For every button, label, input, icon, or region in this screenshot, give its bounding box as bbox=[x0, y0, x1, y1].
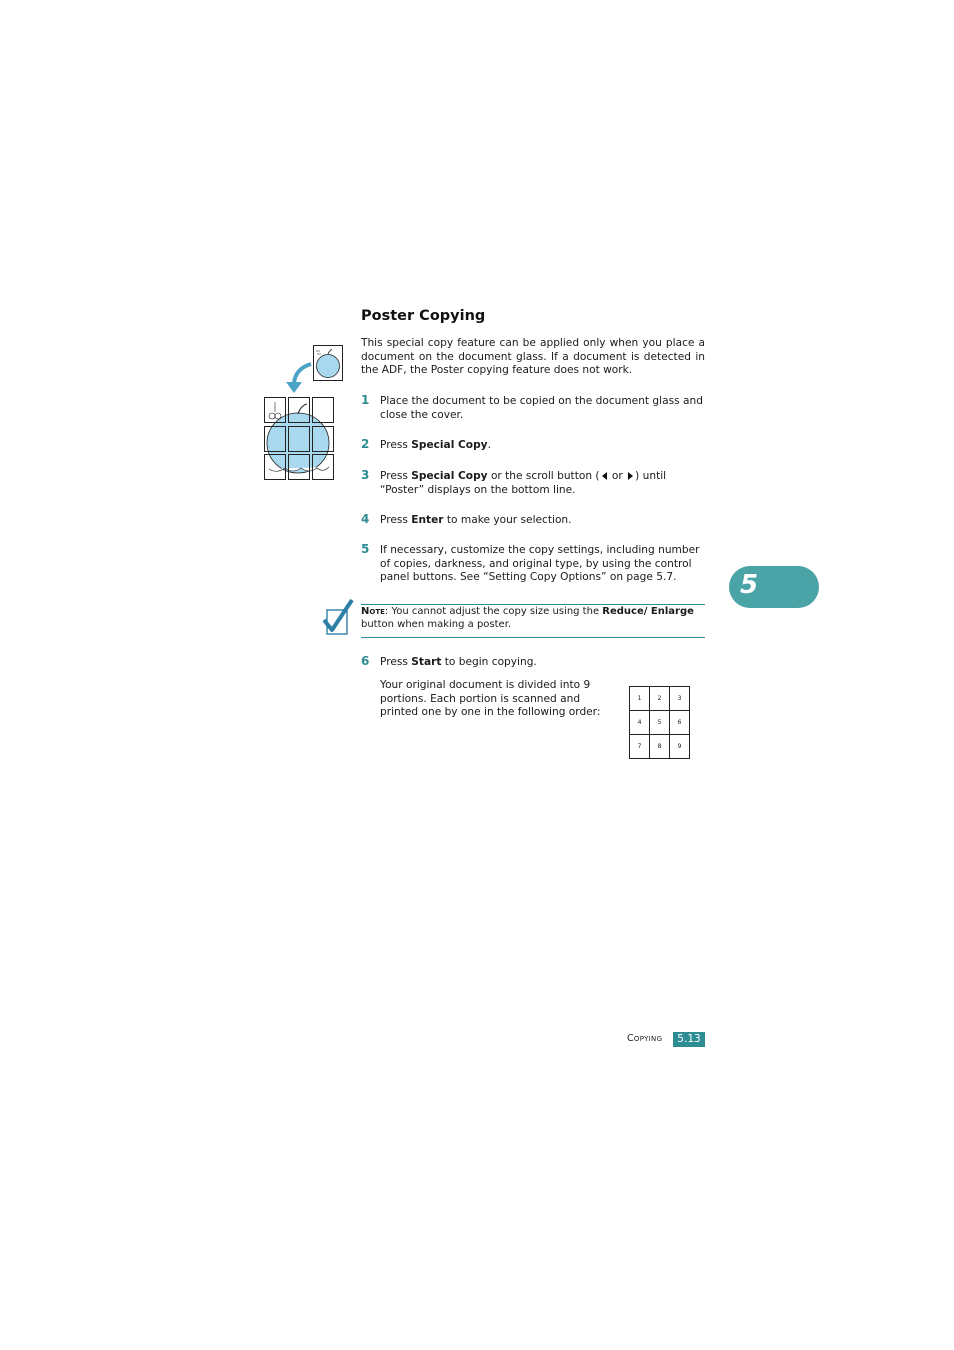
grid-cell: 5 bbox=[650, 711, 670, 735]
step-text: If necessary, customize the copy settings, including number of copies, darkness, and original type, by using the control panel buttons. See “Setting Copy Options” on page 5.7. bbox=[380, 544, 700, 584]
footer-page-number: 5.13 bbox=[673, 1032, 705, 1047]
step-bold: Special Copy bbox=[411, 439, 488, 451]
note-bold: Reduce/ Enlarge bbox=[602, 606, 694, 617]
step-suffix: . bbox=[487, 439, 491, 451]
grid-cell: 2 bbox=[650, 687, 670, 711]
step-text bbox=[380, 439, 704, 453]
step-mid: or the scroll button ( bbox=[487, 470, 600, 482]
step-suffix: ) until “Poster” displays on the bottom line. bbox=[380, 470, 667, 496]
table-row bbox=[630, 735, 690, 759]
step-bold: Special Copy bbox=[411, 470, 488, 482]
order-grid bbox=[629, 686, 690, 759]
step-or: or bbox=[608, 470, 627, 482]
note-text-before: : You cannot adjust the copy size using the bbox=[384, 606, 603, 617]
apple-document-icon bbox=[313, 345, 343, 381]
step-prefix: Press bbox=[380, 656, 412, 668]
footer-section-label: Copying bbox=[627, 1033, 663, 1044]
note-text-after: button when making a poster. bbox=[361, 618, 512, 630]
order-paragraph: Your original document is divided into 9 portions. Each portion is scanned and printed one by one in the following order: bbox=[380, 679, 601, 719]
step-bold: Enter bbox=[411, 514, 444, 526]
step-bold: Start bbox=[411, 656, 442, 668]
grid-cell: 9 bbox=[670, 735, 690, 759]
table-row bbox=[630, 687, 690, 711]
step-number: 3 bbox=[361, 468, 370, 482]
grid-cell: 6 bbox=[670, 711, 690, 735]
step-suffix: to make your selection. bbox=[443, 514, 572, 526]
poster-grid-illustration bbox=[263, 396, 335, 482]
step-prefix: Press bbox=[380, 470, 412, 482]
intro-paragraph: This special copy feature can be applied only when you place a document on the document glass. If a document is detected in the ADF, the Poster copying feature does not work. bbox=[361, 337, 705, 377]
step-prefix: Press bbox=[380, 514, 412, 526]
scroll-right-icon bbox=[628, 472, 633, 480]
step-text bbox=[380, 514, 704, 528]
step-prefix: Press bbox=[380, 439, 412, 451]
grid-cell: 7 bbox=[630, 735, 650, 759]
step-text: Place the document to be copied on the document glass and close the cover. bbox=[380, 395, 703, 421]
step-number: 5 bbox=[361, 542, 370, 556]
grid-cell: 8 bbox=[650, 735, 670, 759]
grid-cell: 4 bbox=[630, 711, 650, 735]
grid-cell: 1 bbox=[630, 687, 650, 711]
step-number: 2 bbox=[361, 437, 370, 451]
note-label: Note bbox=[361, 606, 385, 617]
section-title: Poster Copying bbox=[361, 308, 486, 324]
step-number: 1 bbox=[361, 393, 370, 407]
curved-arrow-icon bbox=[283, 361, 313, 395]
step-number: 6 bbox=[361, 654, 370, 668]
step-text bbox=[380, 656, 704, 670]
note-checkmark-icon bbox=[322, 598, 354, 636]
step-suffix: to begin copying. bbox=[441, 656, 537, 668]
table-row bbox=[630, 711, 690, 735]
step-text bbox=[380, 470, 704, 497]
scroll-left-icon bbox=[602, 472, 607, 480]
note-text bbox=[361, 606, 705, 631]
grid-cell: 3 bbox=[670, 687, 690, 711]
chapter-number: 5 bbox=[740, 570, 759, 600]
step-number: 4 bbox=[361, 512, 370, 526]
